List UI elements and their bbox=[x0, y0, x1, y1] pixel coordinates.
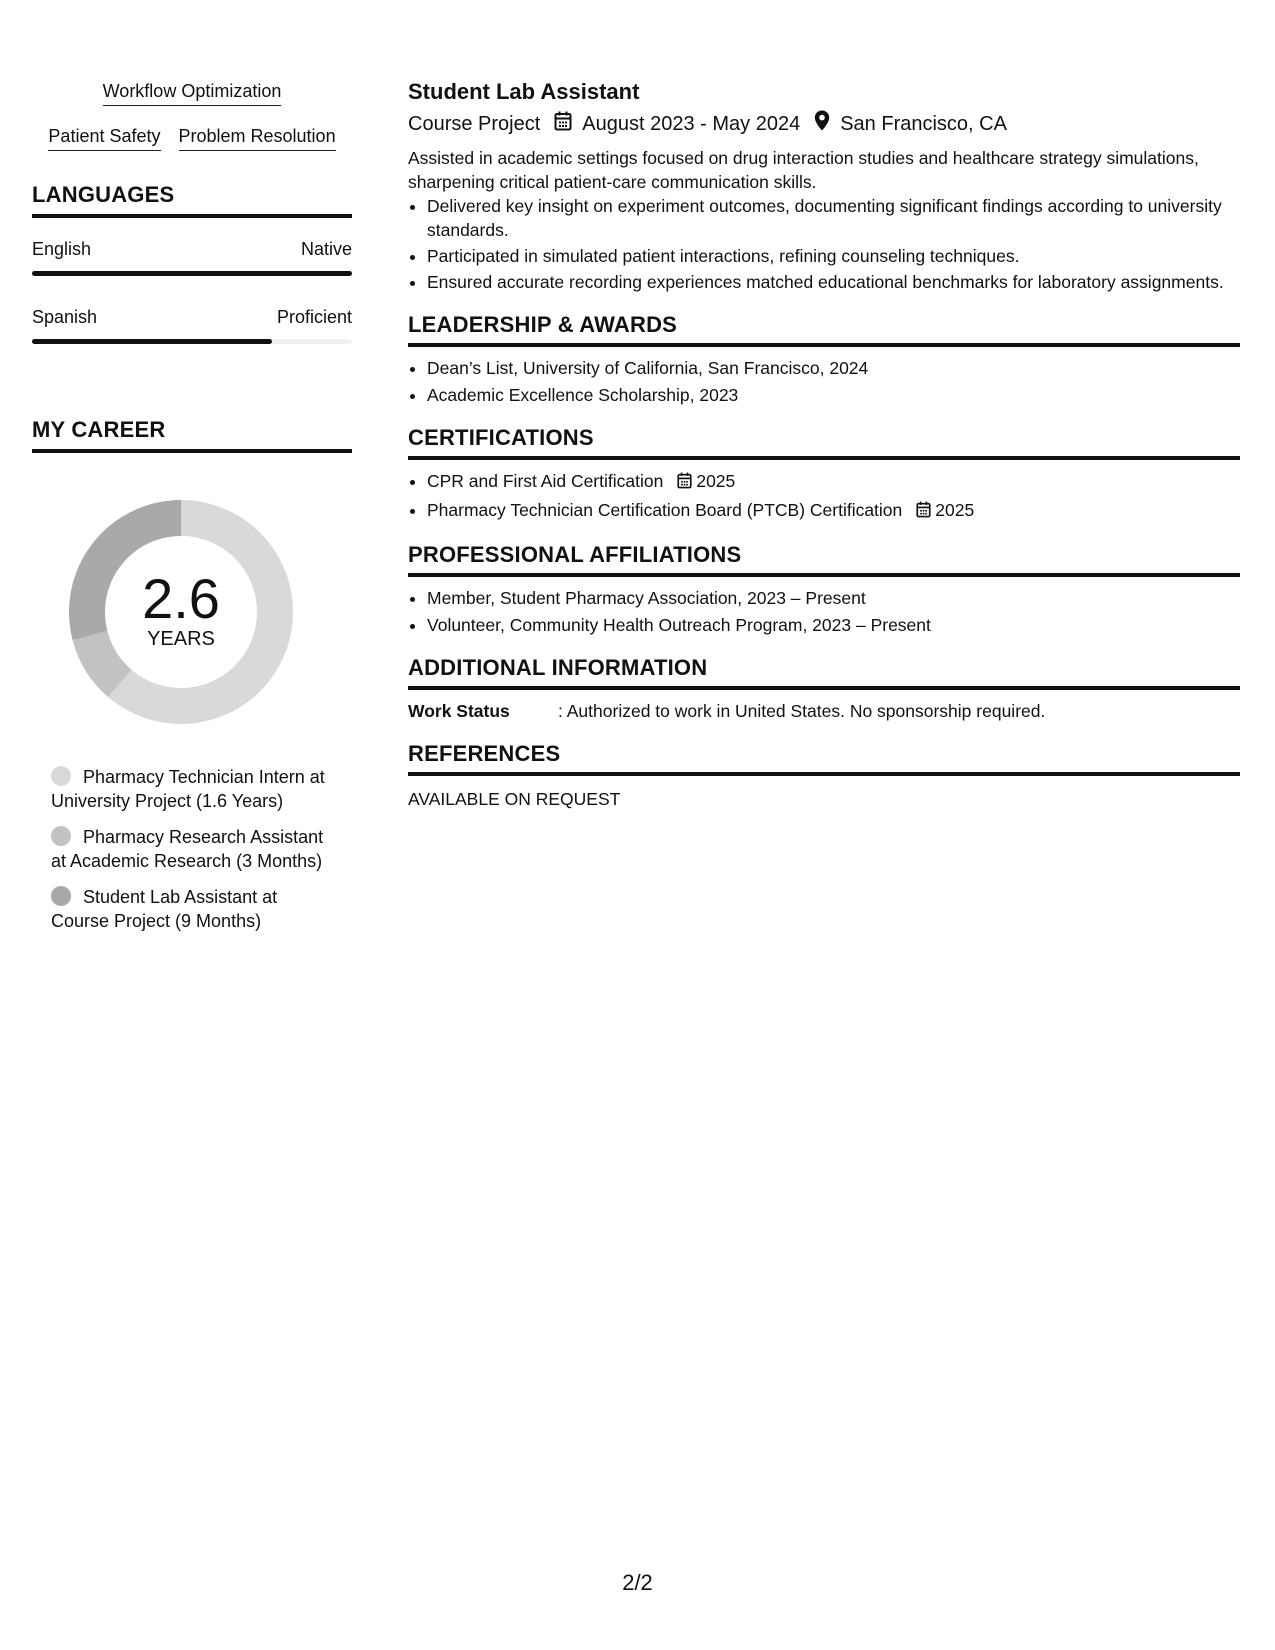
legend-item bbox=[51, 885, 331, 933]
job-dates: August 2023 - May 2024 bbox=[582, 113, 801, 135]
job-title: Student Lab Assistant bbox=[408, 79, 640, 104]
affiliations-section bbox=[408, 542, 1240, 637]
additional-info-section bbox=[408, 655, 1240, 723]
job-location: San Francisco, CA bbox=[840, 113, 1007, 135]
legend-dot-icon bbox=[51, 826, 71, 846]
career-legend bbox=[51, 765, 331, 933]
work-status-value: : Authorized to work in United States. No sponsorship required. bbox=[558, 701, 1046, 721]
list-item bbox=[427, 498, 1240, 524]
work-status-row bbox=[408, 699, 1240, 723]
legend-dot-icon bbox=[51, 766, 71, 786]
list-item: • Member, Student Pharmacy Association, 2023 – Present bbox=[427, 586, 1240, 610]
awards-heading: LEADERSHIP & AWARDS bbox=[408, 312, 1240, 347]
language-proficiency-bar bbox=[32, 271, 352, 276]
skill-tag: Workflow Optimization bbox=[103, 80, 282, 106]
affiliations-heading: PROFESSIONAL AFFILIATIONS bbox=[408, 542, 1240, 577]
calendar-icon bbox=[916, 500, 931, 524]
list-item: • Participated in simulated patient interactions, refining counseling techniques. bbox=[427, 244, 1240, 268]
calendar-icon bbox=[554, 111, 572, 138]
references-text: AVAILABLE ON REQUEST bbox=[408, 789, 621, 809]
list-item bbox=[427, 469, 1240, 495]
work-status-label: Work Status bbox=[408, 701, 510, 721]
language-item bbox=[32, 306, 352, 344]
language-proficiency-bar bbox=[32, 339, 352, 344]
legend-label: Pharmacy Research Assistant at Academic Research (3 Months) bbox=[51, 827, 324, 871]
references-heading: REFERENCES bbox=[408, 741, 1240, 776]
certification-year: 2025 bbox=[935, 500, 975, 520]
left-column bbox=[32, 80, 352, 945]
right-column bbox=[408, 78, 1240, 811]
language-proficiency-fill bbox=[32, 271, 352, 276]
language-proficiency-fill bbox=[32, 339, 272, 344]
job-bullets bbox=[408, 194, 1240, 294]
certifications-section bbox=[408, 425, 1240, 524]
skills-tags bbox=[32, 80, 352, 151]
languages-heading: LANGUAGES bbox=[32, 182, 352, 218]
skills-row bbox=[32, 125, 352, 151]
language-item bbox=[32, 238, 352, 276]
job-company: Course Project bbox=[408, 113, 541, 135]
language-name: English bbox=[32, 239, 92, 259]
legend-item bbox=[51, 765, 331, 813]
legend-item bbox=[51, 825, 331, 873]
certification-year: 2025 bbox=[696, 471, 736, 491]
list-item: • Volunteer, Community Health Outreach Program, 2023 – Present bbox=[427, 613, 1240, 637]
page-number: 2/2 bbox=[622, 1570, 653, 1595]
location-pin-icon bbox=[814, 110, 830, 138]
job-description: Assisted in academic settings focused on drug interaction studies and healthcare strategy simulations, sharpening critical patient-care communication skills. bbox=[408, 148, 1199, 192]
list-item: • Ensured accurate recording experiences matched educational benchmarks for laboratory assignments. bbox=[427, 270, 1240, 294]
references-section bbox=[408, 741, 1240, 811]
awards-section bbox=[408, 312, 1240, 407]
list-item: • Delivered key insight on experiment outcomes, documenting significant findings according to university standards. bbox=[427, 194, 1240, 242]
career-donut-chart bbox=[66, 497, 296, 727]
list-item: • Academic Excellence Scholarship, 2023 bbox=[427, 383, 1240, 407]
skills-row bbox=[32, 80, 352, 106]
career-total-unit: YEARS bbox=[147, 628, 215, 650]
legend-label: Student Lab Assistant at Course Project (9 Months) bbox=[51, 887, 278, 931]
legend-label: Pharmacy Technician Intern at University Project (1.6 Years) bbox=[51, 767, 325, 811]
certification-name: Pharmacy Technician Certification Board (PTCB) Certification bbox=[427, 500, 903, 520]
language-name: Spanish bbox=[32, 307, 98, 327]
skill-tag: Patient Safety bbox=[48, 125, 160, 151]
career-total-years: 2.6 bbox=[142, 567, 220, 630]
list-item: • Dean’s List, University of California, San Francisco, 2024 bbox=[427, 356, 1240, 380]
language-level: Proficient bbox=[276, 307, 352, 327]
language-level: Native bbox=[300, 239, 352, 259]
skill-tag: Problem Resolution bbox=[179, 125, 336, 151]
career-heading: MY CAREER bbox=[32, 417, 352, 453]
job-meta bbox=[408, 110, 1240, 138]
calendar-icon bbox=[677, 471, 692, 495]
legend-dot-icon bbox=[51, 886, 71, 906]
certifications-heading: CERTIFICATIONS bbox=[408, 425, 1240, 460]
certification-name: CPR and First Aid Certification bbox=[427, 471, 664, 491]
additional-info-heading: ADDITIONAL INFORMATION bbox=[408, 655, 1240, 690]
